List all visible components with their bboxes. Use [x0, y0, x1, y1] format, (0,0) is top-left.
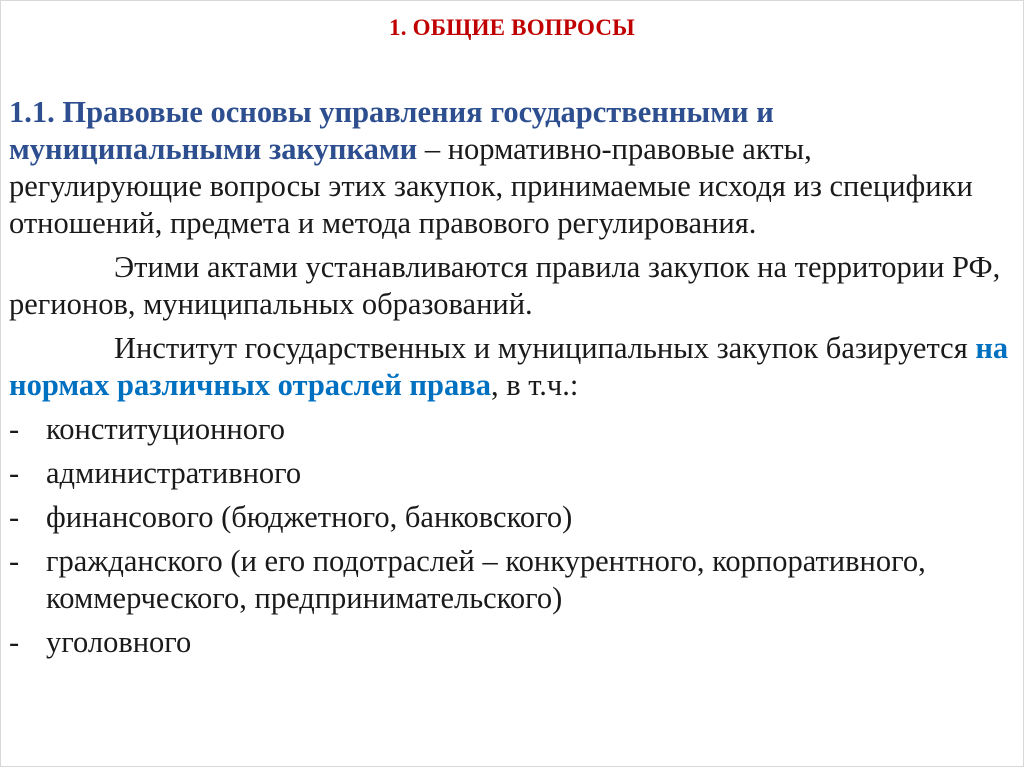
list-item	[9, 624, 1009, 661]
acts-paragraph: Этими актами устанавливаются правила закупок на территории РФ, регионов, муниципальных образований.	[9, 250, 1001, 321]
list-item	[9, 455, 1009, 492]
definition-text: – нормативно-правовые акты, регулирующие вопросы этих закупок, принимаемые исходя из специфики отношений, предмета и метода правового регулирования.	[9, 132, 973, 240]
list-item-text: финансового (бюджетного, банковского)	[46, 500, 573, 534]
law-branches-highlight: на нормах различных отраслей права	[9, 331, 1009, 402]
dash-marker: -	[9, 544, 20, 578]
list-item-text: уголовного	[46, 625, 192, 659]
definition-term: 1.1. Правовые основы управления государственными и муниципальными закупками	[9, 95, 774, 166]
list-item-text: конституционного	[46, 412, 285, 446]
list-item	[9, 411, 1009, 448]
institute-text-end: , в т.ч.:	[490, 368, 579, 402]
slide-content	[9, 94, 1009, 668]
slide-title: 1. ОБЩИЕ ВОПРОСЫ	[389, 15, 635, 40]
list-item	[9, 499, 1009, 536]
list-item-text: административного	[46, 456, 302, 490]
dash-marker: -	[9, 625, 20, 659]
definition-paragraph	[9, 94, 1009, 242]
institute-text-start: Институт государственных и муниципальных закупок базируется	[114, 331, 976, 365]
dash-marker: -	[9, 456, 20, 490]
dash-marker: -	[9, 500, 20, 534]
law-branches-list	[9, 411, 1009, 661]
list-item	[9, 543, 1009, 617]
institute-paragraph	[9, 330, 1009, 404]
dash-marker: -	[9, 412, 20, 446]
list-item-text: гражданского (и его подотраслей – конкурентного, корпоративного, коммерческого, предпринимательского)	[46, 544, 926, 615]
